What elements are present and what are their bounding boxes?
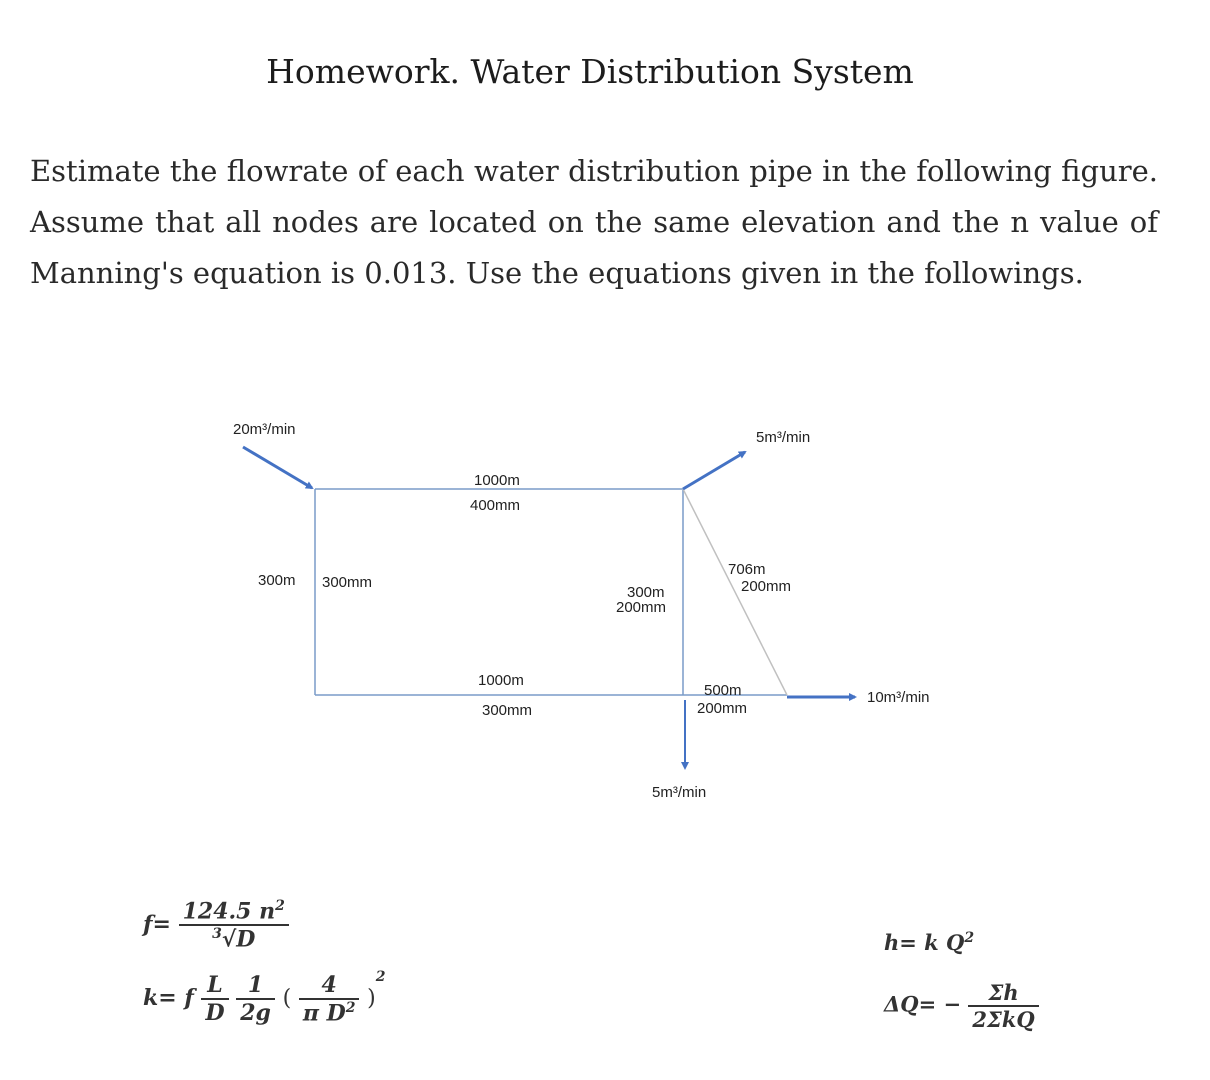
- page-title: Homework. Water Distribution System: [266, 52, 914, 91]
- pipe-top-diameter: 400mm: [470, 497, 521, 514]
- eq-k-frac3-num: 4: [299, 972, 360, 1000]
- equation-delta-q: [884, 980, 1039, 1032]
- eq-h-body: h= k Q: [884, 930, 965, 955]
- inflow-label: 20m³/min: [233, 421, 296, 438]
- pipe-bottom-length: 1000m: [478, 672, 524, 689]
- eq-f-num-exponent: 2: [275, 898, 285, 914]
- pipe-middle-length: 300m: [627, 584, 665, 601]
- eq-f-root-index: 3: [212, 926, 222, 943]
- eq-k-frac3-den-exp: 2: [345, 1000, 356, 1016]
- outflow-right-label: 10m³/min: [867, 689, 930, 706]
- eq-f-denominator: D: [236, 926, 256, 953]
- pipe-middle-diameter: 200mm: [616, 599, 667, 616]
- equation-h: [884, 930, 974, 955]
- outflow-top-arrow: [683, 452, 745, 489]
- pipe-top-length: 1000m: [474, 472, 520, 489]
- equation-k: k= f $\frac{L}{D}$ $\frac{1}{2g}$ ( $\frac{4}{\pi D^2}$ )$^2$: [143, 968, 386, 1027]
- inflow-arrow: [243, 447, 312, 488]
- eq-k-frac2-num: 1: [236, 972, 275, 1000]
- eq-k-frac3-den: π D: [302, 1000, 346, 1027]
- eq-dq-lhs: ΔQ= −: [884, 991, 962, 1017]
- eq-k-frac1-den: D: [205, 1000, 225, 1027]
- pipe-left-diameter: 300mm: [322, 574, 373, 591]
- outflow-top-label: 5m³/min: [756, 429, 811, 446]
- eq-k-frac1-num: L: [201, 972, 228, 1000]
- eq-dq-denominator: 2ΣkQ: [972, 1007, 1035, 1032]
- eq-f-lhs: f=: [143, 911, 171, 938]
- eq-f-fraction: $\frac{124.5 n^2}{^3√D}$: [179, 898, 289, 953]
- pipe-diagonal-length: 706m: [728, 561, 766, 578]
- pipe-bottom-right-diameter: 200mm: [697, 700, 748, 717]
- eq-k-frac2-den: 2g: [240, 1000, 271, 1027]
- pipe-bottom-diameter: 300mm: [482, 702, 533, 719]
- eq-k-lhs: k= f: [143, 985, 194, 1012]
- outflow-bottom-label: 5m³/min: [652, 784, 707, 801]
- pipe-left-length: 300m: [258, 572, 296, 589]
- eq-f-numerator: 124.5 n: [182, 898, 276, 925]
- equation-f: [143, 898, 289, 953]
- problem-text: Estimate the flowrate of each water distribution pipe in the following figure. Assume that all nodes are located on the same elevation and the n value of Manning's equation is 0.013. Use the equations given in the followings.: [30, 154, 1158, 290]
- pipe-diagonal-diameter: 200mm: [741, 578, 792, 595]
- eq-dq-numerator: Σh: [968, 980, 1038, 1007]
- eq-k-outer-exponent: 2: [375, 968, 386, 985]
- eq-h-exponent: 2: [964, 930, 975, 946]
- pipe-bottom-right-length: 500m: [704, 682, 742, 699]
